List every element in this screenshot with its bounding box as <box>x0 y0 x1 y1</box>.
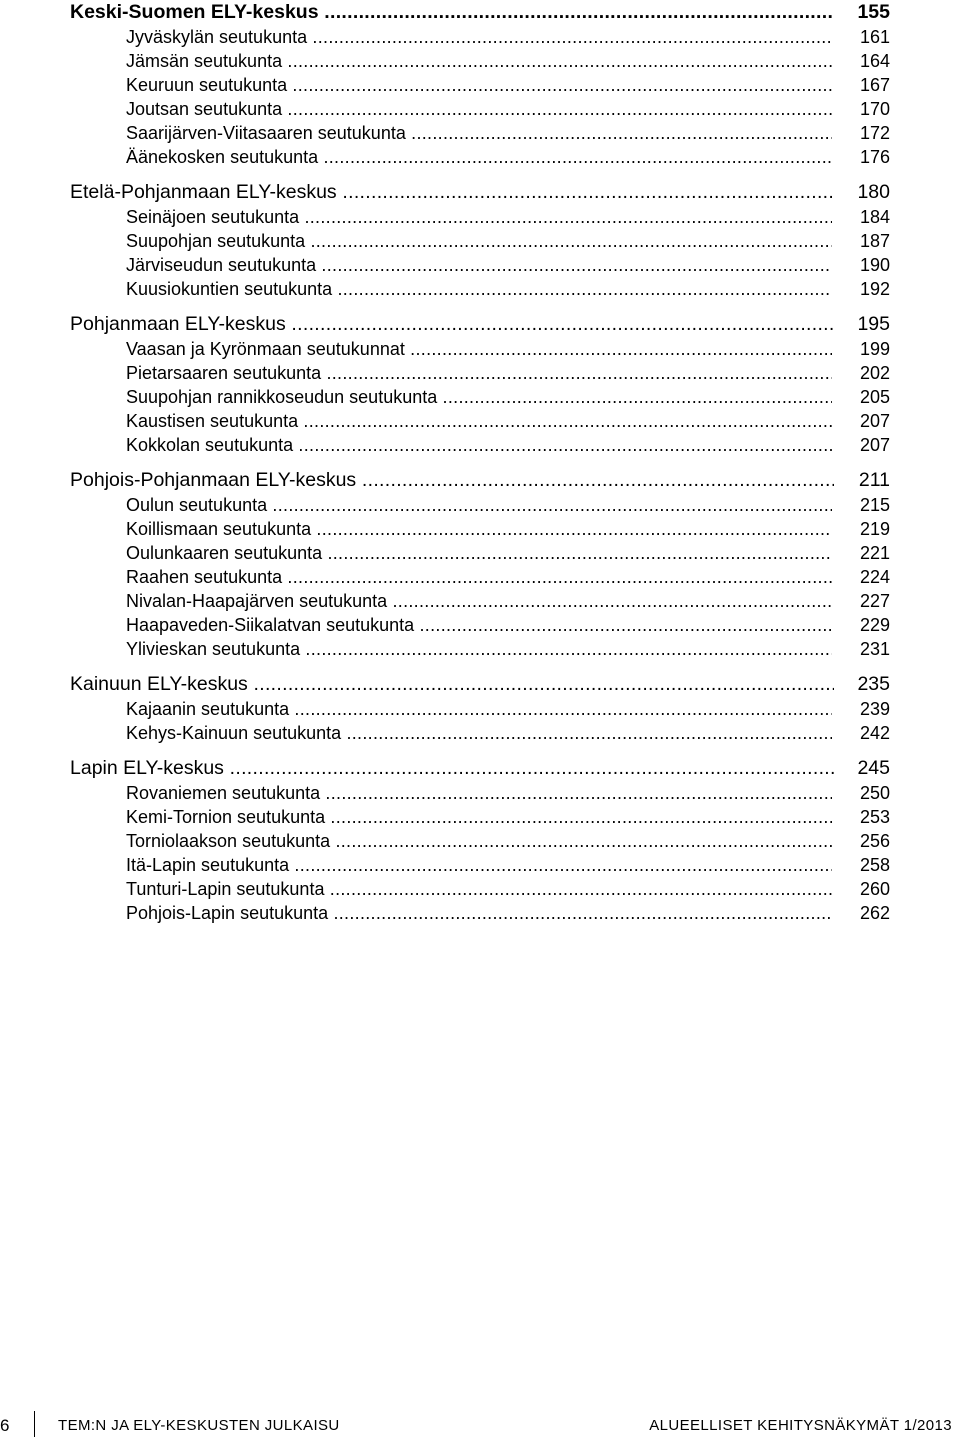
toc-entry[interactable] <box>0 565 960 589</box>
toc-entry-page: 221 <box>859 543 890 563</box>
toc-entry[interactable] <box>0 229 960 253</box>
toc-entry-page: 224 <box>859 567 890 587</box>
toc-entry-title: Suupohjan rannikkoseudun seutukunta ..... <box>126 385 832 409</box>
toc-entry-page: 215 <box>859 495 890 515</box>
toc-entry-title: Pietarsaaren seutukunta ..... <box>126 361 832 385</box>
toc-entry[interactable] <box>0 781 960 805</box>
toc-entry-page: 258 <box>859 855 890 875</box>
toc-heading-page: 180 <box>857 181 890 203</box>
toc-entry-title: Ylivieskan seutukunta ..... <box>126 637 832 661</box>
toc-entry-page: 227 <box>859 591 890 611</box>
toc-entry-title: Kokkolan seutukunta ..... <box>126 433 832 457</box>
toc-entry-page: 250 <box>859 783 890 803</box>
toc-entry-title: Haapaveden-Siikalatvan seutukunta ..... <box>126 613 832 637</box>
toc-heading[interactable] <box>0 468 960 493</box>
toc-entry-page: 172 <box>859 123 890 143</box>
toc-entry-title: Kemi-Tornion seutukunta ..... <box>126 805 832 829</box>
toc-entry-page: 242 <box>859 723 890 743</box>
toc-entry-page: 199 <box>859 339 890 359</box>
toc-entry[interactable] <box>0 385 960 409</box>
toc-entry-page: 262 <box>859 903 890 923</box>
toc-entry[interactable] <box>0 253 960 277</box>
toc-entry-title: Kehys-Kainuun seutukunta ..... <box>126 721 832 745</box>
toc-entry[interactable] <box>0 721 960 745</box>
toc-entry-page: 207 <box>859 411 890 431</box>
toc-entry[interactable] <box>0 637 960 661</box>
toc-entry-title: Joutsan seutukunta ..... <box>126 97 832 121</box>
toc-entry-page: 229 <box>859 615 890 635</box>
toc-entry-page: 260 <box>859 879 890 899</box>
toc-entry-page: 190 <box>859 255 890 275</box>
toc-entry-page: 161 <box>859 27 890 47</box>
toc-section <box>0 672 960 745</box>
toc-entry-title: Oulun seutukunta ..... <box>126 493 832 517</box>
toc-heading-title: Etelä-Pohjanmaan ELY-keskus ..... <box>70 180 834 205</box>
toc-heading-page: 211 <box>858 469 890 491</box>
toc-entry[interactable] <box>0 25 960 49</box>
toc-entry-page: 167 <box>859 75 890 95</box>
toc-entry-title: Keuruun seutukunta ..... <box>126 73 832 97</box>
toc-entry-page: 256 <box>859 831 890 851</box>
toc-entry-title: Kaustisen seutukunta ..... <box>126 409 832 433</box>
toc-heading[interactable] <box>0 0 960 25</box>
toc-entry-page: 164 <box>859 51 890 71</box>
page-footer <box>0 1415 960 1437</box>
toc-entry[interactable] <box>0 613 960 637</box>
toc-heading-page: 195 <box>857 313 890 335</box>
toc-entry[interactable] <box>0 145 960 169</box>
toc-entry-page: 202 <box>859 363 890 383</box>
toc-section <box>0 312 960 457</box>
toc-entry-page: 187 <box>859 231 890 251</box>
toc-entry[interactable] <box>0 877 960 901</box>
toc-entry[interactable] <box>0 829 960 853</box>
toc-entry-title: Nivalan-Haapajärven seutukunta ..... <box>126 589 832 613</box>
toc-entry[interactable] <box>0 97 960 121</box>
toc-section <box>0 756 960 925</box>
toc-entry[interactable] <box>0 853 960 877</box>
toc-entry-title: Tunturi-Lapin seutukunta ..... <box>126 877 832 901</box>
toc-entry[interactable] <box>0 409 960 433</box>
toc-entry-title: Äänekosken seutukunta ..... <box>126 145 832 169</box>
page-number: 6 <box>0 1416 10 1435</box>
toc-heading[interactable] <box>0 672 960 697</box>
toc-entry-title: Kajaanin seutukunta ..... <box>126 697 832 721</box>
toc-entry-page: 207 <box>859 435 890 455</box>
toc-heading-title: Pohjanmaan ELY-keskus ..... <box>70 312 834 337</box>
toc-entry-title: Raahen seutukunta ..... <box>126 565 832 589</box>
toc-entry[interactable] <box>0 205 960 229</box>
toc-entry[interactable] <box>0 49 960 73</box>
toc-entry[interactable] <box>0 517 960 541</box>
toc-entry-title: Itä-Lapin seutukunta ..... <box>126 853 832 877</box>
toc-entry-page: 205 <box>859 387 890 407</box>
toc-entry[interactable] <box>0 589 960 613</box>
toc-entry-page: 253 <box>859 807 890 827</box>
toc-section <box>0 180 960 301</box>
toc-entry-title: Torniolaakson seutukunta ..... <box>126 829 832 853</box>
toc-entry[interactable] <box>0 493 960 517</box>
toc-entry[interactable] <box>0 337 960 361</box>
toc-entry-page: 219 <box>859 519 890 539</box>
toc-section <box>0 0 960 169</box>
toc-entry-title: Vaasan ja Kyrönmaan seutukunnat ..... <box>126 337 832 361</box>
toc-entry-title: Jämsän seutukunta ..... <box>126 49 832 73</box>
toc-entry-page: 184 <box>859 207 890 227</box>
toc-entry-title: Oulunkaaren seutukunta ..... <box>126 541 832 565</box>
toc-heading-title: Keski-Suomen ELY-keskus ..... <box>70 0 834 25</box>
toc-heading-page: 235 <box>857 673 890 695</box>
footer-divider <box>34 1411 35 1437</box>
toc-heading-page: 155 <box>857 1 890 23</box>
toc-entry[interactable] <box>0 277 960 301</box>
toc-entry[interactable] <box>0 697 960 721</box>
toc-heading-title: Pohjois-Pohjanmaan ELY-keskus ..... <box>70 468 834 493</box>
toc-entry[interactable] <box>0 901 960 925</box>
toc-entry[interactable] <box>0 805 960 829</box>
toc-entry[interactable] <box>0 361 960 385</box>
toc-entry-page: 192 <box>859 279 890 299</box>
toc-heading[interactable] <box>0 180 960 205</box>
toc-entry[interactable] <box>0 541 960 565</box>
toc-entry-page: 176 <box>859 147 890 167</box>
toc-heading-title: Lapin ELY-keskus ..... <box>70 756 834 781</box>
toc-entry-page: 231 <box>859 639 890 659</box>
toc-heading-title: Kainuun ELY-keskus ..... <box>70 672 834 697</box>
toc-entry-page: 170 <box>859 99 890 119</box>
publication-title: ALUEELLISET KEHITYSNÄKYMÄT 1/2013 <box>649 1417 952 1434</box>
toc-entry-title: Kuusiokuntien seutukunta ..... <box>126 277 832 301</box>
toc-entry-page: 239 <box>859 699 890 719</box>
toc-entry-title: Jyväskylän seutukunta ..... <box>126 25 832 49</box>
toc-entry[interactable] <box>0 433 960 457</box>
toc-heading[interactable] <box>0 312 960 337</box>
toc-entry-title: Suupohjan seutukunta ..... <box>126 229 832 253</box>
toc-entry-title: Koillismaan seutukunta ..... <box>126 517 832 541</box>
toc-entry-title: Seinäjoen seutukunta ..... <box>126 205 832 229</box>
toc-entry-title: Järviseudun seutukunta ..... <box>126 253 832 277</box>
toc-entry-title: Saarijärven-Viitasaaren seutukunta ..... <box>126 121 832 145</box>
toc-heading[interactable] <box>0 756 960 781</box>
publication-series: TEM:N JA ELY-KESKUSTEN JULKAISU <box>58 1417 340 1434</box>
toc-entry-title: Pohjois-Lapin seutukunta ..... <box>126 901 832 925</box>
toc-entry-title: Rovaniemen seutukunta ..... <box>126 781 832 805</box>
toc-section <box>0 468 960 661</box>
toc-entry[interactable] <box>0 73 960 97</box>
toc-heading-page: 245 <box>857 757 890 779</box>
toc-entry[interactable] <box>0 121 960 145</box>
